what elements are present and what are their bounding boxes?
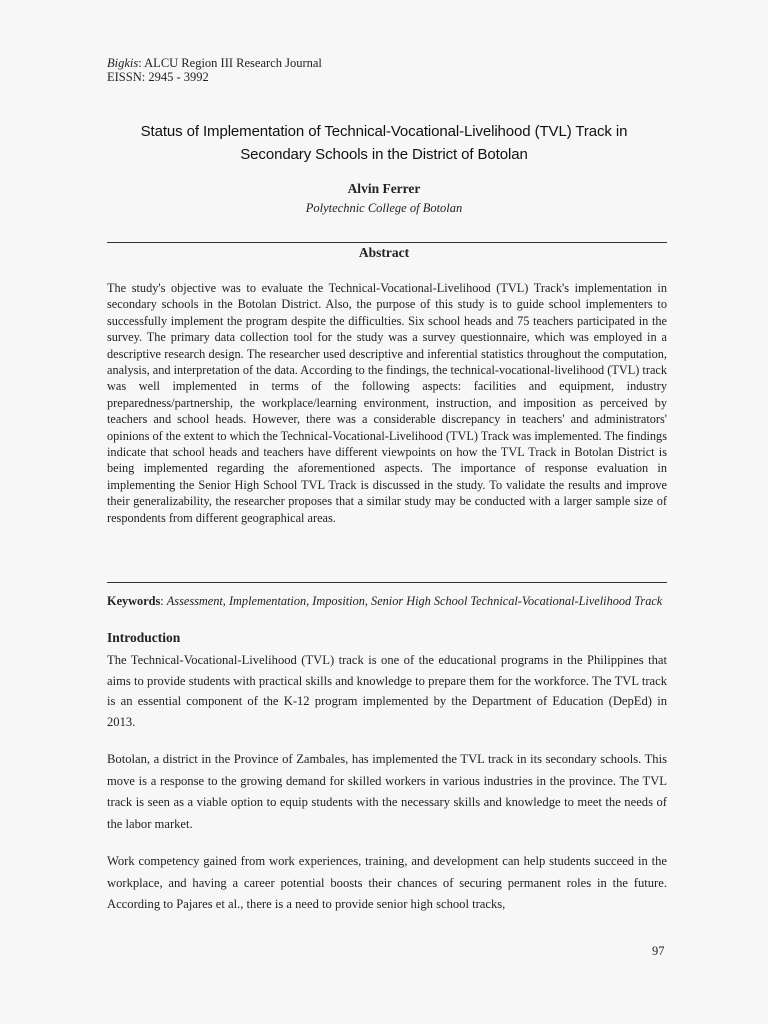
abstract-text: The study's objective was to evaluate the Technical-Vocational-Livelihood (TVL) Track's implementation in secondary schools in the Botolan District. Also, the purpose of this study is to guide school implementers to successfully implement the program despite the difficulties. Six school heads and 75 teachers participated in the survey. The primary data collection tool for the study was a survey questionnaire, which was employed in a descriptive research design. The researcher used descriptive and inferential statistics throughout the computation, analysis, and interpretation of the data. According to the findings, the technical-vocational-livelihood (TVL) track was well implemented in terms of the following aspects: facilities and equipment, industry preparedness/partnership, the workplace/learning environment, instruction, and imposition as perceived by teachers and school heads. However, there was a considerable discrepancy in teachers' and administrators' opinions of the extent to which the Technical-Vocational-Livelihood (TVL) Track was implemented. The findings indicate that school heads and teachers have different viewpoints on how the TVL Track in Botolan District is being implemented regarding the aforementioned aspects. The importance of response evaluation in implementing the Senior High School TVL Track is discussed in the study. To validate the results and improve their generalizability, the researcher proposes that a similar study may be conducted with a larger sample size of respondents from different geographical areas. [107,281,668,525]
paper-title-line1: Status of Implementation of Technical-Vocational-Livelihood (TVL) Track in [140,123,628,140]
abstract-heading: Abstract [358,245,410,260]
abstract-bottom-rule [107,582,667,583]
journal-name [107,56,322,70]
author-affiliation: Polytechnic College of Botolan [305,201,463,215]
keywords-value: Assessment, Implementation, Imposition, Senior High School Technical-Vocational-Livelihood Track [166,594,663,608]
author-name: Alvin Ferrer [347,181,421,196]
introduction-paragraph-1: The Technical-Vocational-Livelihood (TVL) track is one of the educational programs in the Philippines that aims to provide students with practical skills and knowledge to prepare them for the workforce. The TVL track is an essential component of the K-12 program implemented by the Department of Education (DepEd) in 2013. [107,653,667,729]
abstract-top-rule [107,242,667,243]
journal-name-italic: Bigkis [107,56,139,70]
keywords-line [107,593,677,609]
keywords-label: Keywords [107,594,161,608]
journal-header [107,56,322,84]
paper-title [90,120,678,166]
journal-name-rest: : ALCU Region III Research Journal [138,56,322,70]
introduction-heading: Introduction [107,630,181,645]
keywords-separator: : [160,594,167,608]
paper-title-line2: Secondary Schools in the District of Botolan [240,146,528,163]
journal-eissn: EISSN: 2945 - 3992 [107,70,209,84]
introduction-paragraph-2: Botolan, a district in the Province of Zambales, has implemented the TVL track in its secondary schools. This move is a response to the growing demand for skilled workers in various industries in the province. The TVL track is seen as a viable option to equip students with the necessary skills and knowledge to meet the needs of the labor market. [107,752,667,831]
page-number: 97 [652,944,665,958]
introduction-paragraph-3: Work competency gained from work experiences, training, and development can help students succeed in the workplace, and having a career potential boosts their chances of securing permanent roles in the future. According to Pajares et al., there is a need to provide senior high school tracks, [107,854,667,911]
